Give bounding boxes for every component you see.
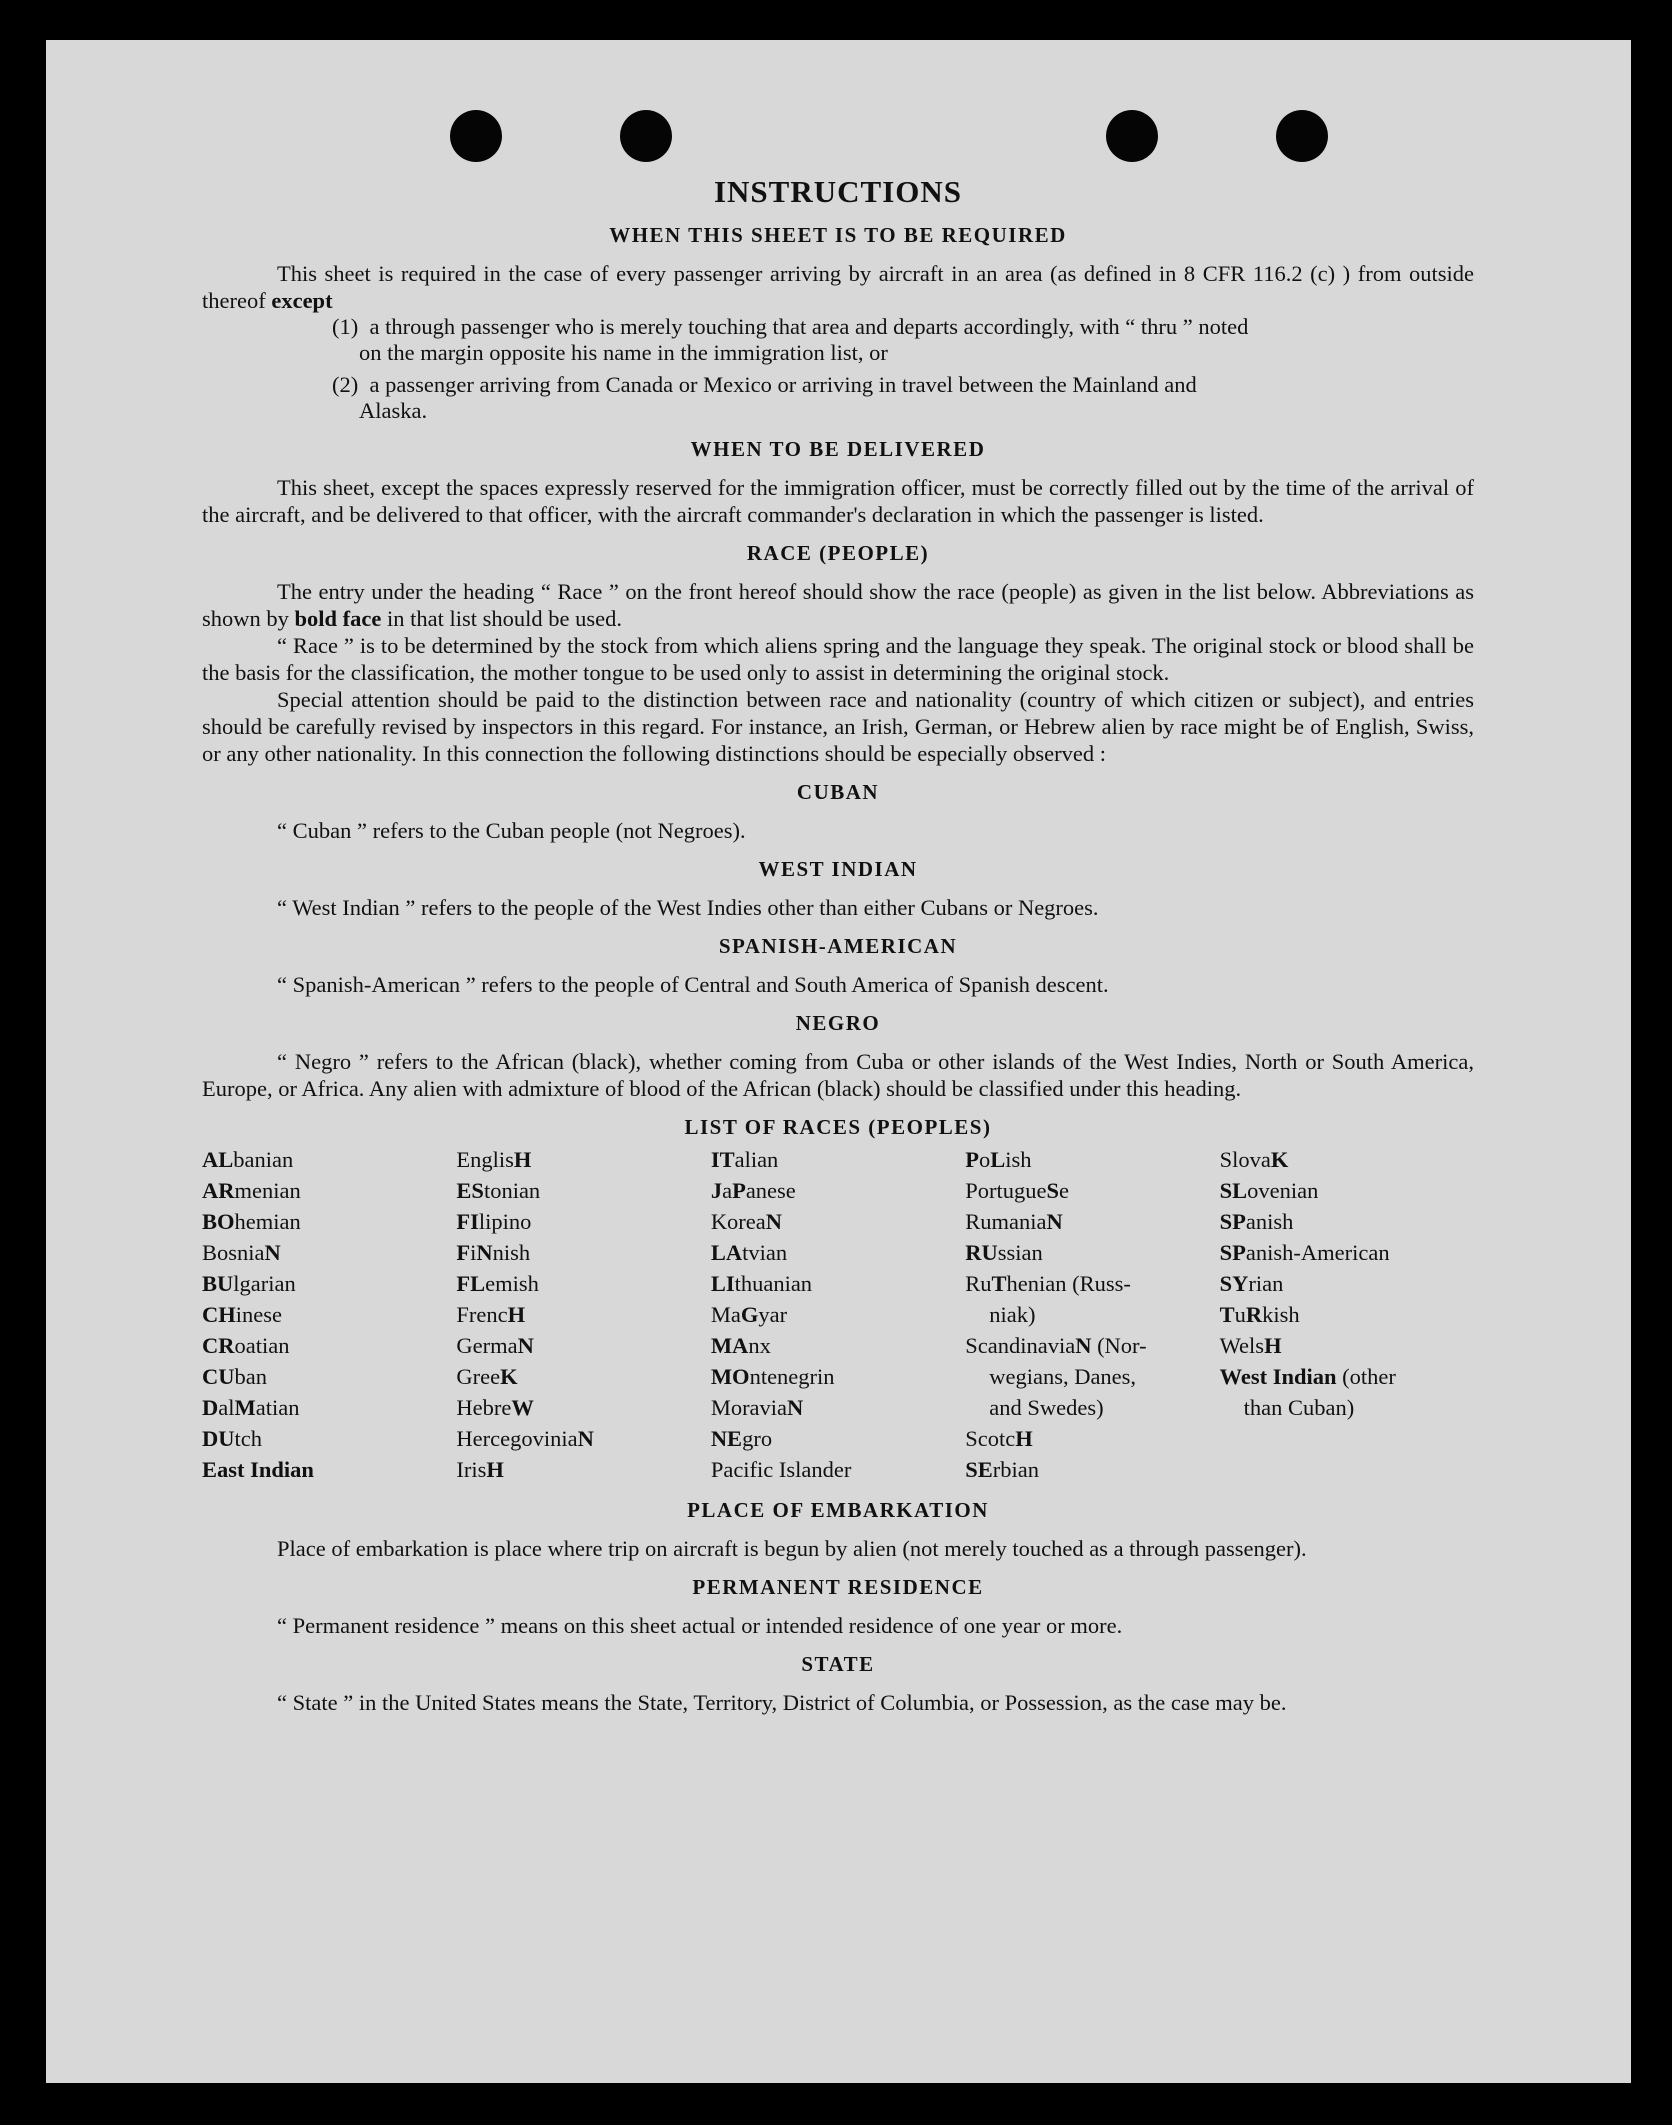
race-entry: CHinese (202, 1302, 282, 1327)
page-title: INSTRUCTIONS (713, 174, 962, 209)
race-entry: BOhemian (202, 1209, 301, 1234)
west-indian-text: “ West Indian ” refers to the people of the West Indies other than either Cubans or Negroes. (277, 895, 1099, 920)
punch-hole (620, 110, 672, 162)
residence-text: “ Permanent residence ” means on this sheet actual or intended residence of one year or more. (277, 1613, 1123, 1638)
race-entry: FiNnish (456, 1240, 531, 1265)
races-column (202, 1144, 456, 1485)
race-entry-continuation: niak) (989, 1302, 1036, 1327)
race-entry: SPanish-American (1219, 1240, 1390, 1265)
race-entry: DUtch (202, 1426, 262, 1451)
race-entry: FIlipino (456, 1209, 532, 1234)
embarkation-text: Place of embarkation is place where trip on aircraft is begun by alien (not merely touched as a through passenger). (277, 1536, 1307, 1561)
race-entry: NEgro (710, 1426, 773, 1451)
race-entry: TuRkish (1219, 1302, 1300, 1327)
race-entry: BosniaN (202, 1240, 281, 1265)
race-entry: KoreaN (710, 1209, 783, 1234)
race-entry: LAtvian (710, 1240, 788, 1265)
race-entry: ITalian (710, 1147, 779, 1172)
race-entry: IrisH (456, 1457, 504, 1482)
race-entry: SlovaK (1219, 1147, 1289, 1172)
races-column (965, 1144, 1219, 1485)
race-entry-continuation: than Cuban) (1243, 1395, 1355, 1420)
race-entry-continuation: and Swedes) (989, 1395, 1104, 1420)
race-entry: SLovenian (1219, 1178, 1319, 1203)
heading-cuban: CUBAN (796, 780, 880, 804)
heading-required: WHEN THIS SHEET IS TO BE REQUIRED (609, 223, 1067, 247)
race-entry: RuThenian (Russ- (965, 1271, 1131, 1296)
race-entry: GreeK (456, 1364, 518, 1389)
race-paragraph-1: The entry under the heading “ Race ” on the front hereof should show the race (people) as given in the list below. Abbreviations as shown by bold face in that list should be used. (202, 579, 1474, 631)
race-entry: CUban (202, 1364, 267, 1389)
heading-west-indian: WEST INDIAN (758, 857, 918, 881)
race-paragraph-2: “ Race ” is to be determined by the stock from which aliens spring and the language they speak. The original stock or blood shall be the basis for the classification, the mother tongue to be used only to assist in determining the original stock. (202, 633, 1474, 685)
race-paragraph-3: Special attention should be paid to the distinction between race and nationality (country of which citizen or subject), and entries should be carefully revised by inspectors in this regard. For instance, an Irish, German, or Hebrew alien by race might be of English, Swiss, or any other nationality. In this connection the following distinctions should be especially observed : (202, 687, 1474, 766)
required-item-2: (2) a passenger arriving from Canada or Mexico or arriving in travel between the Mainland and Alaska. (332, 372, 1197, 423)
race-entry: MaGyar (710, 1302, 788, 1327)
punch-hole (1276, 110, 1328, 162)
race-entry: FrencH (456, 1302, 526, 1327)
race-entry: West Indian (other (1219, 1364, 1396, 1389)
race-entry: ARmenian (202, 1178, 301, 1203)
race-entry: BUlgarian (202, 1271, 296, 1296)
heading-embarkation: PLACE OF EMBARKATION (687, 1498, 989, 1522)
race-entry: GermaN (456, 1333, 534, 1358)
race-entry-continuation: wegians, Danes, (989, 1364, 1137, 1389)
race-entry: SYrian (1219, 1271, 1284, 1296)
race-entry: HercegoviniaN (456, 1426, 594, 1451)
delivered-text: This sheet, except the spaces expressly reserved for the immigration officer, must be correctly filled out by the time of the arrival of the aircraft, and be delivered to that officer, with the aircraft commander's declaration in which the passenger is listed. (202, 475, 1474, 527)
instructions-content (202, 172, 1474, 1716)
race-entry: MOntenegrin (710, 1364, 835, 1389)
race-entry: DalMatian (202, 1395, 300, 1420)
race-entry: East Indian (202, 1457, 314, 1482)
race-entry: EStonian (456, 1178, 541, 1203)
race-entry: EnglisH (456, 1147, 532, 1172)
race-entry: RUssian (965, 1240, 1043, 1265)
races-column (456, 1144, 710, 1485)
required-intro: This sheet is required in the case of every passenger arriving by aircraft in an area (as defined in 8 CFR 116.2 (c) ) from outside thereof except (202, 261, 1474, 313)
race-entry: LIthuanian (710, 1271, 813, 1296)
race-entry: MoraviaN (710, 1395, 804, 1420)
races-column (1220, 1144, 1474, 1485)
negro-text: “ Negro ” refers to the African (black), whether coming from Cuba or other islands of the West Indies, North or South America, Europe, or Africa. Any alien with admixture of blood of the African (black) should be classified under this heading. (202, 1049, 1474, 1101)
race-entry: PortugueSe (965, 1178, 1069, 1203)
race-entry: ScotcH (965, 1426, 1033, 1451)
race-entry: HebreW (456, 1395, 534, 1420)
race-entry: PoLish (965, 1147, 1032, 1172)
race-entry: FLemish (456, 1271, 539, 1296)
heading-races-list: LIST OF RACES (PEOPLES) (684, 1115, 992, 1139)
cuban-text: “ Cuban ” refers to the Cuban people (not Negroes). (277, 818, 746, 843)
spanish-american-text: “ Spanish-American ” refers to the people of Central and South America of Spanish descent. (277, 972, 1109, 997)
heading-race: RACE (PEOPLE) (746, 541, 930, 565)
punch-hole (1106, 110, 1158, 162)
heading-delivered: WHEN TO BE DELIVERED (690, 437, 986, 461)
race-entry: ALbanian (202, 1147, 294, 1172)
heading-negro: NEGRO (795, 1011, 881, 1035)
heading-state: STATE (801, 1652, 875, 1676)
punch-hole (450, 110, 502, 162)
heading-spanish-american: SPANISH-AMERICAN (718, 934, 958, 958)
race-entry: SPanish (1219, 1209, 1294, 1234)
races-list (202, 1144, 1474, 1485)
race-entry: MAnx (710, 1333, 771, 1358)
races-column (711, 1144, 965, 1485)
state-text: “ State ” in the United States means the State, Territory, District of Columbia, or Possession, as the case may be. (277, 1690, 1287, 1715)
race-entry: SErbian (965, 1457, 1039, 1482)
race-entry: RumaniaN (965, 1209, 1063, 1234)
race-entry: Pacific Islander (710, 1457, 852, 1482)
required-item-1: (1) a through passenger who is merely touching that area and departs accordingly, with “ thru ” noted on the margin opposite his name in the immigration list, or (332, 314, 1249, 365)
race-entry: CRoatian (202, 1333, 290, 1358)
race-entry: WelsH (1219, 1333, 1282, 1358)
race-entry: ScandinaviaN (Nor- (965, 1333, 1147, 1358)
heading-residence: PERMANENT RESIDENCE (692, 1575, 984, 1599)
race-entry: JaPanese (710, 1178, 796, 1203)
